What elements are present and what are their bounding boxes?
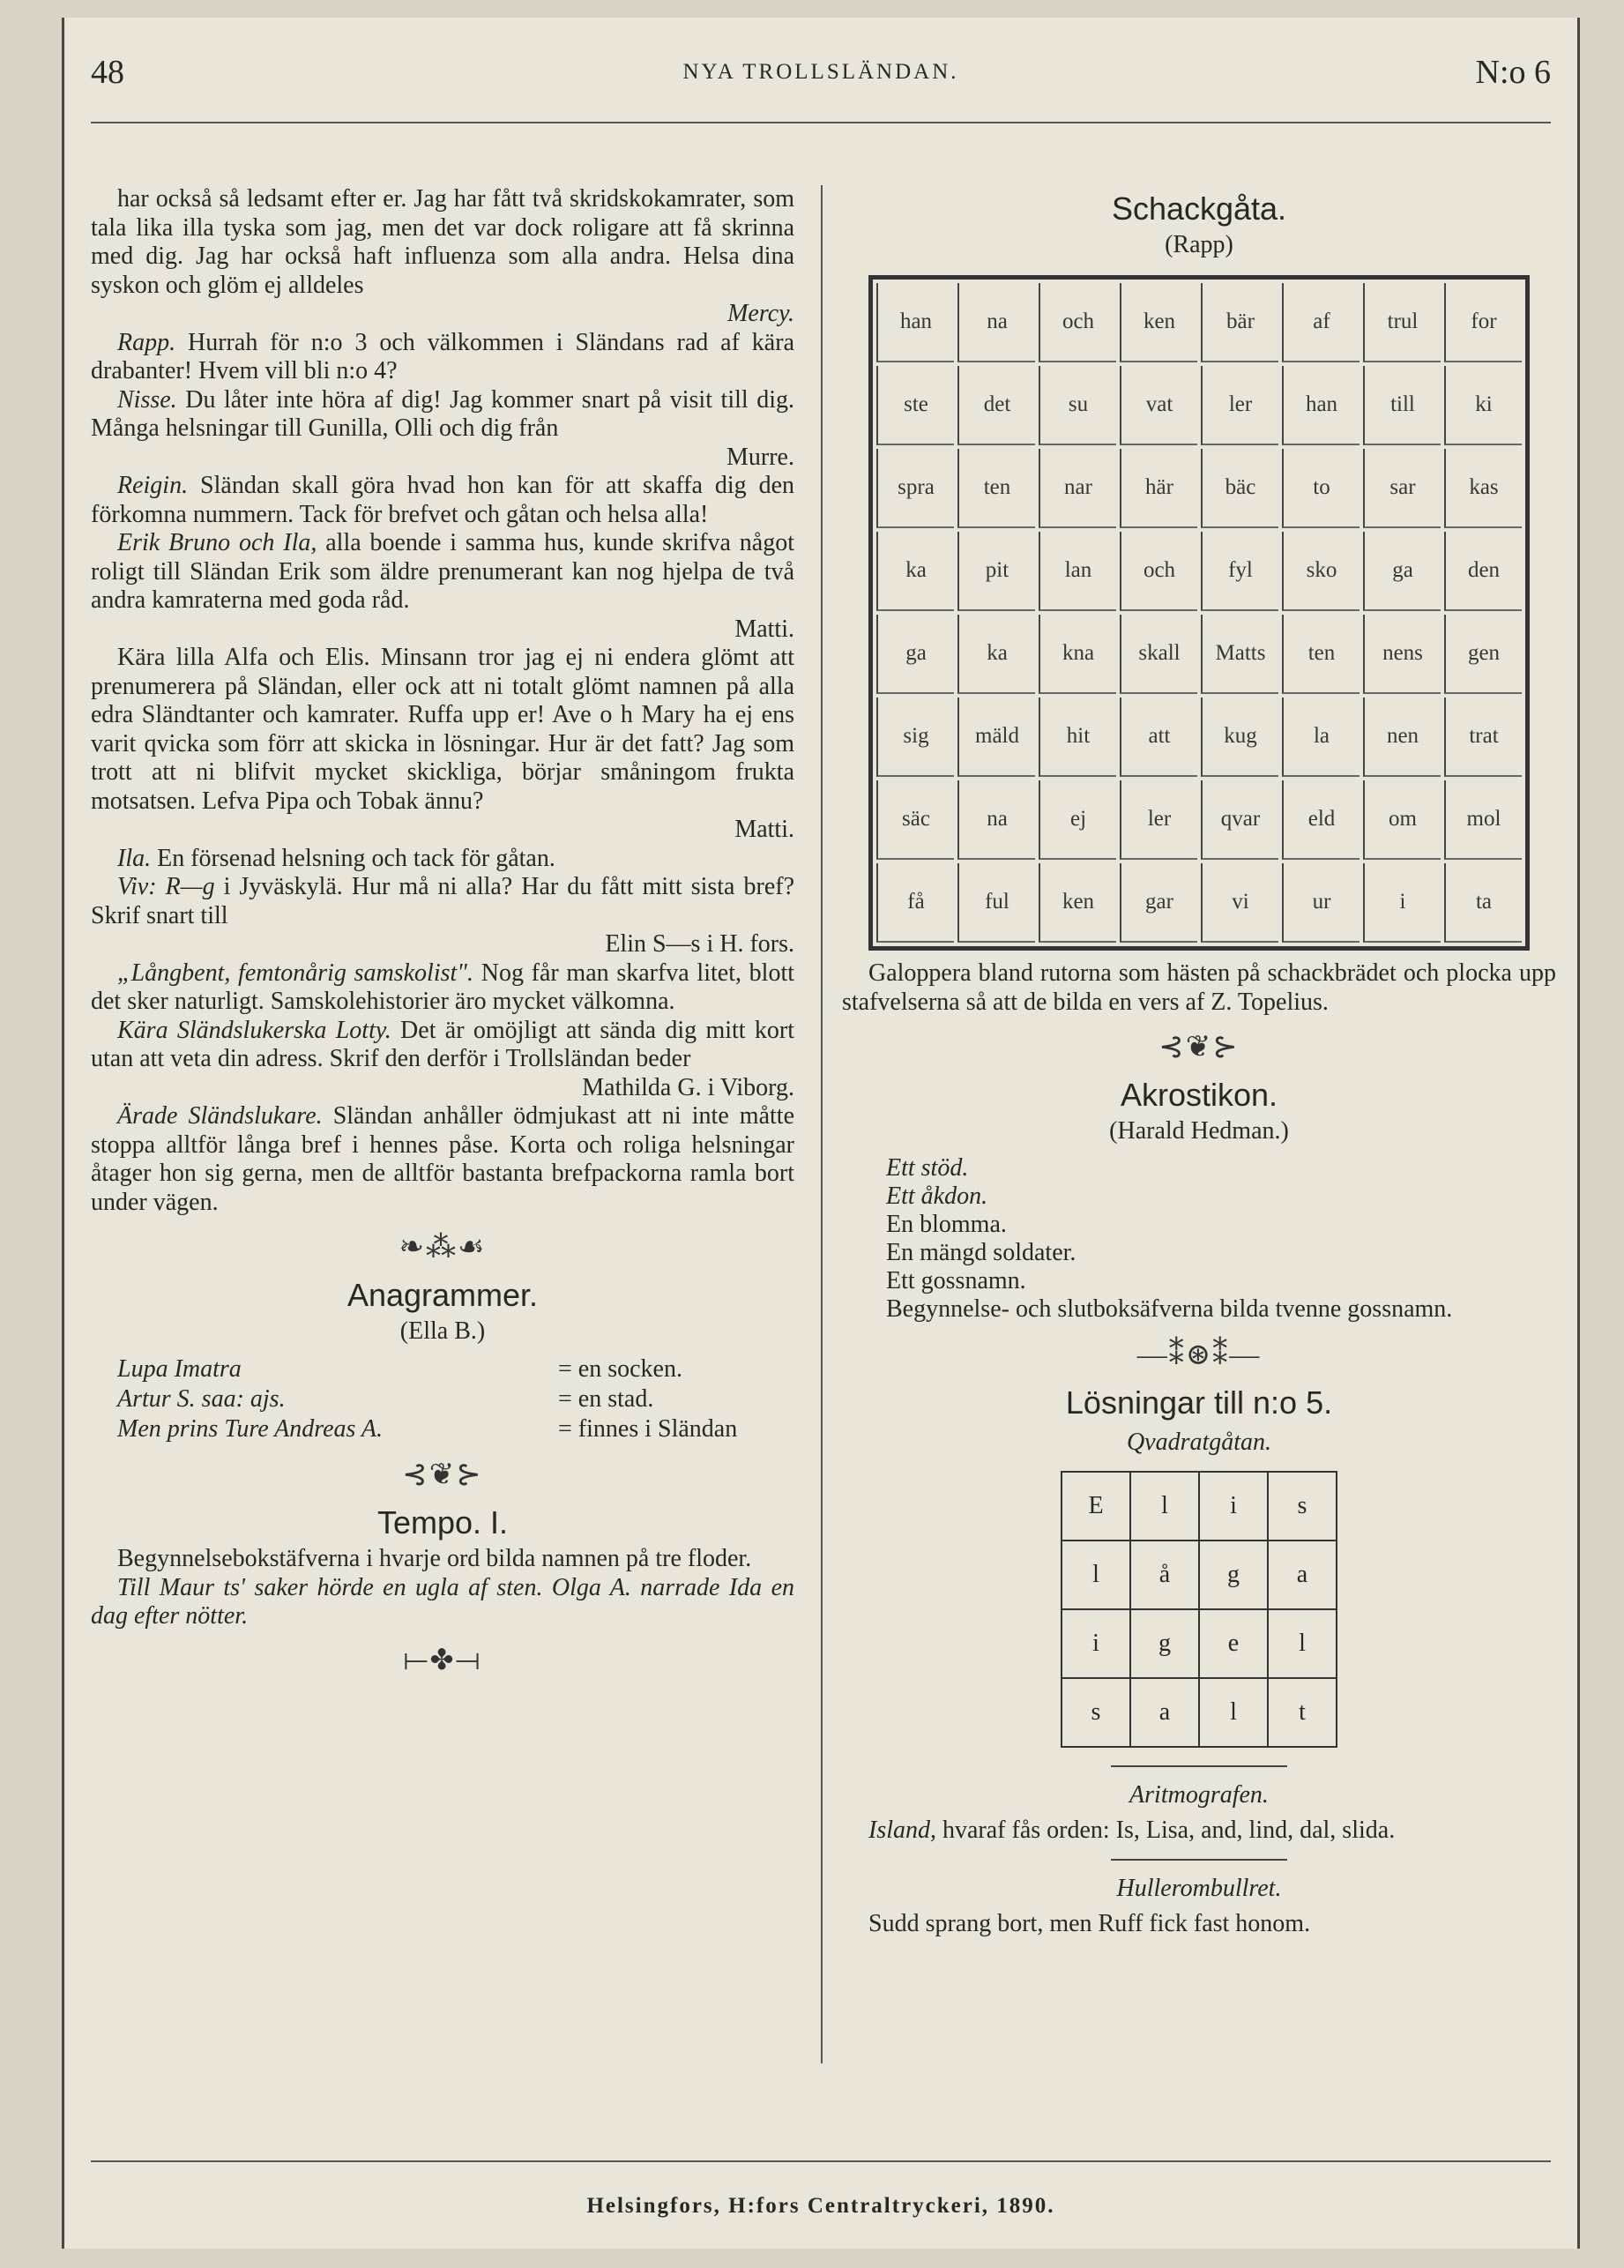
anagram-clue: Men prins Ture Andreas A. (117, 1415, 384, 1443)
page-header (91, 53, 1551, 123)
letter-text: Sländan anhåller ödmjukast att ni inte måtte stoppa alltför långa bref i hennes påse. Korta och roliga helsningar åtager hon sig gerna, men de alltför bastanta brefpackorna ramla bort under vägen. (91, 1102, 794, 1216)
chess-puzzle-section (842, 190, 1556, 1017)
chess-cell: här (1120, 449, 1197, 528)
square-cell: l (1199, 1678, 1268, 1747)
chess-cell: sar (1363, 449, 1441, 528)
chess-cell: den (1444, 532, 1522, 611)
anagram-author: (Ella B.) (399, 1317, 486, 1345)
letters-section (91, 185, 794, 1217)
chess-title: Schackgåta. (1111, 190, 1287, 227)
chess-cell: ki (1444, 366, 1522, 445)
letter-paragraph (91, 472, 794, 529)
chess-cell: ka (876, 532, 954, 611)
chess-cell: till (1363, 366, 1441, 445)
chess-cell: af (1282, 283, 1360, 362)
square-row (1062, 1541, 1337, 1609)
letter-text: i Jyväskylä. Hur må ni alla? Har du fått mitt sista bref? Skrif snart till (91, 873, 795, 929)
letter-addressee: Erik Bruno och Ila, (117, 529, 317, 556)
right-column (842, 185, 1556, 1939)
acrostic-section (842, 1077, 1556, 1324)
chess-row (876, 863, 1522, 943)
chess-cell: om (1363, 780, 1441, 860)
chess-cell: na (957, 283, 1035, 362)
chess-row (876, 780, 1522, 860)
letter-signature: Matti. (734, 615, 794, 643)
arith-lead: Island, (868, 1816, 936, 1844)
chess-cell: eld (1282, 780, 1360, 860)
left-column (91, 185, 794, 1690)
chess-cell: ful (957, 863, 1035, 943)
chess-cell: to (1282, 449, 1360, 528)
chess-cell: trat (1444, 698, 1522, 777)
chess-cell: det (957, 366, 1035, 445)
letter-paragraph (91, 845, 794, 874)
letter-addressee: Ila. (117, 844, 152, 872)
square-cell: g (1199, 1541, 1268, 1609)
anagram-title: Anagrammer. (346, 1277, 539, 1313)
letter-addressee: Rapp. (117, 328, 176, 356)
chess-cell: ken (1039, 863, 1116, 943)
letter-addressee: Kära Sländslukerska Lotty. (117, 1016, 391, 1044)
anagram-clue: Artur S. saa: ajs. (117, 1385, 286, 1413)
chess-cell: ler (1120, 780, 1197, 860)
square-cell: s (1062, 1678, 1130, 1747)
chess-cell: trul (1363, 283, 1441, 362)
square-cell: l (1062, 1541, 1130, 1609)
square-cell: l (1268, 1609, 1337, 1678)
acrostic-line: Ett stöd. (886, 1154, 969, 1182)
letter-paragraph (91, 1017, 794, 1074)
chess-cell: gen (1444, 615, 1522, 694)
anagram-clue: Lupa Imatra (117, 1355, 242, 1383)
square-cell: i (1062, 1609, 1130, 1678)
ornament-divider: —⁑⊛⁑— (1136, 1338, 1262, 1371)
chess-cell: spra (876, 449, 954, 528)
chess-cell: att (1120, 698, 1197, 777)
letter-text: Nog får man skarfva litet, blott det sker naturligt. Samskolehistorier äro mycket välkomna. (91, 959, 794, 1015)
chess-cell: ur (1282, 863, 1360, 943)
chess-cell: vi (1201, 863, 1278, 943)
letter-signature: Elin S—s i H. fors. (605, 930, 794, 958)
ornament-divider: ⟝✤⟞ (403, 1643, 482, 1676)
chess-row (876, 449, 1522, 528)
chess-cell: och (1120, 532, 1197, 611)
letter-paragraph (91, 644, 794, 816)
anagram-answer-type: = en stad. (558, 1385, 654, 1413)
square-cell: s (1268, 1472, 1337, 1541)
chess-cell: hit (1039, 698, 1116, 777)
ornament-divider: ⊰❦⊱ (1158, 1031, 1240, 1063)
letter-paragraph (91, 185, 794, 300)
letter-text: Sländan skall göra hvad hon kan för att skaffa dig den förkomna nummern. Tack för brefvet och gåtan och helsa alla! (91, 472, 794, 528)
letter-paragraph (91, 1102, 794, 1217)
chess-author: (Rapp) (1165, 231, 1233, 258)
short-rule (1111, 1859, 1287, 1861)
chess-cell: gar (1120, 863, 1197, 943)
tempo-section (91, 1504, 794, 1631)
chess-cell: mol (1444, 780, 1522, 860)
anagram-row (91, 1384, 794, 1414)
square-cell: i (1199, 1472, 1268, 1541)
letter-addressee: Nisse. (117, 385, 177, 414)
letter-paragraph (91, 529, 794, 615)
chess-caption: Galoppera bland rutorna som hästen på schackbrädet och plocka upp stafvelserna så att de bilda en vers af Z. Topelius. (842, 959, 1556, 1016)
anagram-section (91, 1277, 794, 1444)
chess-cell: skall (1120, 615, 1197, 694)
letter-text: har också så ledsamt efter er. Jag har fått två skridskokamrater, som tala lika illa tyska som jag, men det var dock roligare att få skrinna med dig. Jag har också haft influenza som alla andra. Helsa dina syskon och glöm ej alldeles (91, 185, 794, 299)
issue-number: N:o 6 (1475, 54, 1551, 91)
chess-cell: ten (1282, 615, 1360, 694)
chess-cell: Matts (1201, 615, 1278, 694)
square-cell: a (1130, 1678, 1199, 1747)
tempo-text: Begynnelsebokstäfverna i hvarje ord bilda namnen på tre floder. (117, 1545, 752, 1572)
letter-signature: Matti. (734, 816, 794, 843)
letter-signature: Mathilda G. i Viborg. (582, 1073, 794, 1101)
solutions-section (842, 1384, 1556, 1939)
chess-cell: säc (876, 780, 954, 860)
chess-cell: la (1282, 698, 1360, 777)
chess-cell: mäld (957, 698, 1035, 777)
square-row (1062, 1678, 1337, 1747)
chess-grid (868, 275, 1530, 951)
arith-title: Aritmografen. (1129, 1780, 1269, 1809)
chess-cell: ten (957, 449, 1035, 528)
letter-addressee: „Långbent, femtonårig samskolist". (117, 959, 474, 987)
chess-cell: fyl (1201, 532, 1278, 611)
chess-cell: ga (1363, 532, 1441, 611)
huller-title: Hullerombullret. (1116, 1875, 1282, 1902)
chess-cell: i (1363, 863, 1441, 943)
ornament-divider: ❧⁂☙ (399, 1231, 487, 1264)
chess-cell: lan (1039, 532, 1116, 611)
square-row (1062, 1472, 1337, 1541)
acrostic-title: Akrostikon. (1120, 1077, 1278, 1113)
chess-row (876, 283, 1522, 362)
page-number: 48 (91, 54, 124, 91)
solutions-title: Lösningar till n:o 5. (1065, 1384, 1333, 1421)
chess-cell: su (1039, 366, 1116, 445)
chess-cell: ler (1201, 366, 1278, 445)
square-cell: t (1268, 1678, 1337, 1747)
anagram-list (91, 1354, 794, 1444)
anagram-answer-type: = finnes i Sländan (558, 1415, 738, 1443)
chess-cell: kug (1201, 698, 1278, 777)
square-cell: å (1130, 1541, 1199, 1609)
huller-text: Sudd sprang bort, men Ruff fick fast honom. (868, 1910, 1311, 1937)
anagram-answer-type: = en socken. (558, 1355, 682, 1383)
letter-text: Du låter inte höra af dig! Jag kommer snart på visit till dig. Många helsningar till Gunilla, Olli och dig från (91, 385, 794, 442)
chess-cell: ta (1444, 863, 1522, 943)
chess-cell: ga (876, 615, 954, 694)
printer-footer: Helsingfors, H:fors Centraltryckeri, 1890. (586, 2194, 1055, 2218)
letter-signature: Mercy. (727, 300, 794, 327)
footer-rule (91, 2160, 1551, 2162)
newspaper-page (62, 18, 1580, 2249)
square-cell: E (1062, 1472, 1130, 1541)
chess-cell: sko (1282, 532, 1360, 611)
chess-cell: kna (1039, 615, 1116, 694)
chess-row (876, 532, 1522, 611)
anagram-row (91, 1354, 794, 1384)
acrostic-line: Ett åkdon. (886, 1182, 988, 1210)
square-row (1062, 1609, 1337, 1678)
square-grid (1061, 1471, 1337, 1748)
chess-cell: qvar (1201, 780, 1278, 860)
chess-cell: ken (1120, 283, 1197, 362)
chess-cell: bär (1201, 283, 1278, 362)
letter-text: Kära lilla Alfa och Elis. Minsann tror jag ej ni endera glömt att prenumerera på Sländan, eller ock att ni totalt glömt namnen på alla edra Sländtanter och kamrater. Ruffa upp er! Ave o h Mary ha ej ens varit qvicka som förr att skicka in lösningar. Hur är det fatt? Jag som trott att ni blifvit mycket skickliga, börjar småningom frukta motsatsen. Lefva Pipa och Tobak ännu? (91, 644, 794, 815)
letter-text: alla boende i samma hus, kunde skrifva något roligt till Sländan Erik som äldre prenumerant kan nog hjelpa de två andra kamraterna med goda råd. (91, 529, 794, 614)
chess-row (876, 698, 1522, 777)
acrostic-line: En blomma. (886, 1211, 1007, 1238)
square-cell: g (1130, 1609, 1199, 1678)
acrostic-line: Ett gossnamn. (886, 1267, 1026, 1294)
ornament-divider: ⊰❦⊱ (402, 1459, 483, 1491)
header-rule (91, 122, 1551, 123)
chess-cell: ka (957, 615, 1035, 694)
chess-cell: pit (957, 532, 1035, 611)
chess-cell: na (957, 780, 1035, 860)
chess-row (876, 366, 1522, 445)
letter-text: En försenad helsning och tack för gåtan. (151, 844, 555, 872)
letter-paragraph (91, 329, 794, 386)
square-cell: e (1199, 1609, 1268, 1678)
chess-row (876, 615, 1522, 694)
letter-paragraph (91, 386, 794, 444)
square-cell: l (1130, 1472, 1199, 1541)
chess-cell: sig (876, 698, 954, 777)
chess-cell: bäc (1201, 449, 1278, 528)
letter-addressee: Ärade Sländslukare. (117, 1102, 323, 1130)
tempo-title: Tempo. I. (376, 1504, 509, 1541)
letter-text: Hurrah för n:o 3 och välkommen i Sländans rad af kära drabanter! Hvem vill bli n:o 4? (91, 328, 794, 384)
chess-cell: ste (876, 366, 954, 445)
chess-cell: han (876, 283, 954, 362)
acrostic-author: (Harald Hedman.) (1109, 1117, 1289, 1145)
letter-addressee: Viv: R—g (117, 873, 215, 900)
short-rule (1111, 1765, 1287, 1767)
letter-text: Det är omöjligt att sända dig mitt kort utan att veta din adress. Skrif den derför i Trollsländan beder (91, 1016, 794, 1072)
acrostic-line: En mängd soldater. (886, 1239, 1076, 1266)
arith-body: hvaraf fås orden: Is, Lisa, and, lind, dal, slida. (936, 1816, 1396, 1844)
publication-title: NYA TROLLSLÄNDAN. (682, 60, 959, 84)
square-cell: a (1268, 1541, 1337, 1609)
chess-cell: han (1282, 366, 1360, 445)
chess-cell: ej (1039, 780, 1116, 860)
chess-cell: nar (1039, 449, 1116, 528)
acrostic-lines (842, 1154, 1556, 1295)
letter-signature: Murre. (726, 443, 794, 471)
chess-cell: och (1039, 283, 1116, 362)
column-divider (821, 185, 823, 2063)
chess-cell: få (876, 863, 954, 943)
chess-cell: nen (1363, 698, 1441, 777)
arith-text (842, 1817, 1556, 1846)
acrostic-note: Begynnelse- och slutboksäfverna bilda tvenne gossnamn. (886, 1295, 1453, 1323)
chess-cell: vat (1120, 366, 1197, 445)
tempo-puzzle: Till Maur ts' saker hörde en ugla af sten. Olga A. narrade Ida en dag efter nötter. (91, 1573, 794, 1630)
square-title: Qvadratgåtan. (1126, 1428, 1272, 1456)
chess-cell: for (1444, 283, 1522, 362)
letter-addressee: Reigin. (117, 472, 189, 499)
letter-paragraph (91, 873, 794, 930)
anagram-row (91, 1414, 794, 1444)
chess-cell: kas (1444, 449, 1522, 528)
chess-cell: nens (1363, 615, 1441, 694)
letter-paragraph (91, 959, 794, 1017)
